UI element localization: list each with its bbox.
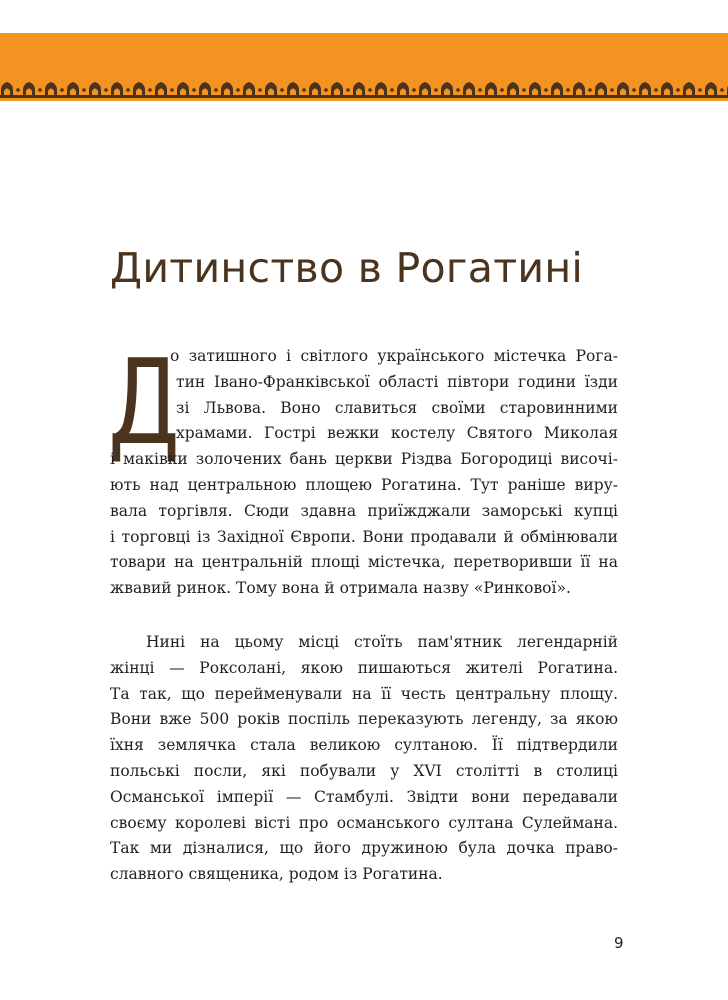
ornament-motif (326, 82, 350, 98)
ornament-motif (172, 82, 196, 98)
ornament-motif (62, 82, 86, 98)
ornament-motif (612, 82, 636, 98)
paragraph2-line: польські посли, які побували у XVI столітті в столиці (110, 762, 618, 780)
ornament-motif (546, 82, 570, 98)
ornament-motif (436, 82, 460, 98)
paragraph1-line: і торговці із Західної Європи. Вони продавали й обмінювали (110, 527, 618, 546)
paragraph2-line: Та так, що перейменували на її честь центральну площу. (110, 684, 618, 703)
paragraph2-line: Нині на цьому місці стоїть пам'ятник легендарній (146, 633, 618, 651)
paragraph2-line: Османської імперії — Стамбулі. Звідти вони передавали (110, 787, 618, 806)
ornament-motif (480, 82, 504, 98)
paragraph2-line: славного священика, родом із Рогатина. (110, 865, 443, 884)
paragraph1-line: зі Львова. Воно славиться своїми старовинними (176, 398, 618, 417)
ornament-motif (128, 82, 152, 98)
ornament-motif (216, 82, 240, 98)
ornament-motif (656, 82, 680, 98)
ornament-motif (634, 82, 658, 98)
paragraph2-line: своєму королеві вісті про османського султана Сулеймана. (110, 813, 618, 832)
ornament-motif (40, 82, 64, 98)
paragraph1-line: і маківки золочених бань церкви Різдва Богородиці височі- (110, 450, 618, 469)
ornament-border (0, 79, 728, 101)
paragraph1-line: храмами. Гострі вежки костелу Святого Миколая (176, 424, 618, 443)
paragraph2-line: жінці — Роксолані, якою пишаються жителі Рогатина. (110, 658, 618, 677)
paragraph2-line: їхня землячка стала великою султаною. Її підтвердили (110, 736, 618, 755)
ornament-pattern-icon (0, 79, 728, 101)
paragraph1-line: жвавий ринок. Тому вона й отримала назву «Ринкової». (110, 579, 571, 598)
ornament-motif (304, 82, 328, 98)
paragraph1-line: вала торгівля. Сюди здавна приїжджали заморські купці (110, 501, 618, 520)
ornament-motif (568, 82, 592, 98)
ornament-motif (700, 82, 724, 98)
ornament-motif (590, 82, 614, 98)
ornament-motif (282, 82, 306, 98)
ornament-motif (106, 82, 130, 98)
page-title: Дитинство в Рогатині (110, 244, 584, 292)
ornament-motif (392, 82, 416, 98)
ornament-motif (260, 82, 284, 98)
ornament-motif (0, 82, 20, 98)
ornament-motif (678, 82, 702, 98)
drop-cap: Д (108, 333, 180, 471)
paragraph1-line: товари на центральній площі містечка, перетворивши її на (110, 553, 618, 572)
ornament-motif (150, 82, 174, 98)
paragraph2-line: Вони вже 500 років поспіль переказують легенду, за якою (110, 710, 618, 729)
page-number: 9 (614, 934, 624, 952)
ornament-motif (348, 82, 372, 98)
ornament-motif (524, 82, 548, 98)
paragraph1-line: тин Івано-Франківської області півтори години їзди (176, 372, 618, 391)
ornament-motif (414, 82, 438, 98)
ornament-motif (84, 82, 108, 98)
paragraph1-line: о затишного і світлого українського містечка Рога- (170, 347, 618, 365)
ornament-motif (18, 82, 42, 98)
ornament-motif (370, 82, 394, 98)
ornament-motif (458, 82, 482, 98)
ornament-motif (194, 82, 218, 98)
paragraph1-line: ють над центральною площею Рогатина. Тут раніше виру- (110, 476, 618, 494)
paragraph2-line: Так ми дізналися, що його дружиною була дочка право- (110, 839, 618, 858)
decorative-header-band (0, 33, 728, 79)
ornament-motif (502, 82, 526, 98)
ornament-motif (238, 82, 262, 98)
